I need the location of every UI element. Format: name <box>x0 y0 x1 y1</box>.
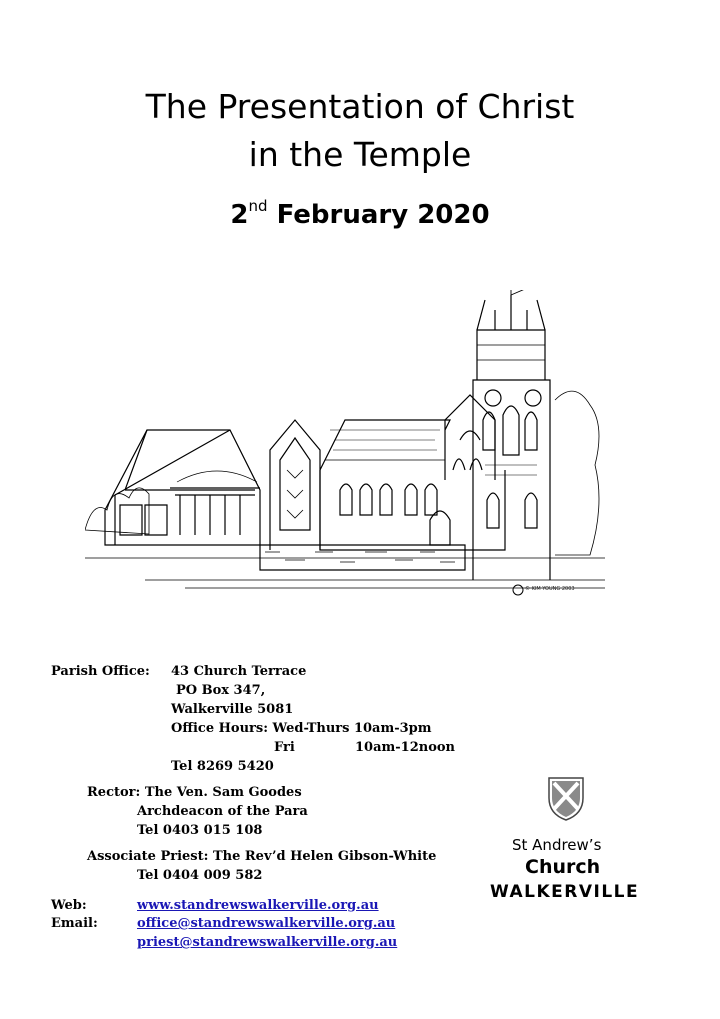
artist-signature <box>511 582 609 598</box>
office-hours-day-2: Fri <box>274 740 295 755</box>
church-illustration <box>85 290 605 590</box>
office-hours-1: Office Hours: Wed-Thurs 10am-3pm <box>171 721 432 736</box>
title-line-1: The Presentation of Christ <box>145 87 575 126</box>
logo-line-3: WALKERVILLE <box>490 882 640 902</box>
office-email-link[interactable]: office@standrewswalkerville.org.au <box>137 916 396 931</box>
service-date <box>0 197 720 230</box>
copyright-icon <box>511 583 525 597</box>
priest-email-link[interactable]: priest@standrewswalkerville.org.au <box>137 935 398 950</box>
website-link[interactable]: www.standrewswalkerville.org.au <box>137 898 379 913</box>
logo-line-1: St Andrew’s <box>512 836 602 854</box>
date-suffix: nd <box>248 197 268 215</box>
office-hours-time-2: 10am-12noon <box>355 740 456 755</box>
title-line-2: in the Temple <box>248 135 472 174</box>
rector-tel: Tel 0403 015 108 <box>137 823 263 838</box>
web-label: Web: <box>51 898 87 913</box>
date-day: 2 <box>230 200 249 230</box>
office-tel: Tel 8269 5420 <box>171 759 274 774</box>
artist-signature-text: © KIM YOUNG 2003 <box>525 586 575 592</box>
logo-line-2: Church <box>525 856 601 878</box>
rector-name: Rector: The Ven. Sam Goodes <box>87 785 302 800</box>
date-rest: February 2020 <box>267 200 490 230</box>
parish-office-label: Parish Office: <box>51 664 150 679</box>
associate-priest-tel: Tel 0404 009 582 <box>137 868 263 883</box>
office-address-3: Walkerville 5081 <box>171 702 294 717</box>
associate-priest-name: Associate Priest: The Rev’d Helen Gibson-White <box>87 849 437 864</box>
office-address-2: PO Box 347, <box>176 683 266 698</box>
rector-title: Archdeacon of the Para <box>137 804 308 819</box>
office-address-1: 43 Church Terrace <box>171 664 307 679</box>
email-label: Email: <box>51 916 98 931</box>
shield-icon <box>547 776 585 822</box>
